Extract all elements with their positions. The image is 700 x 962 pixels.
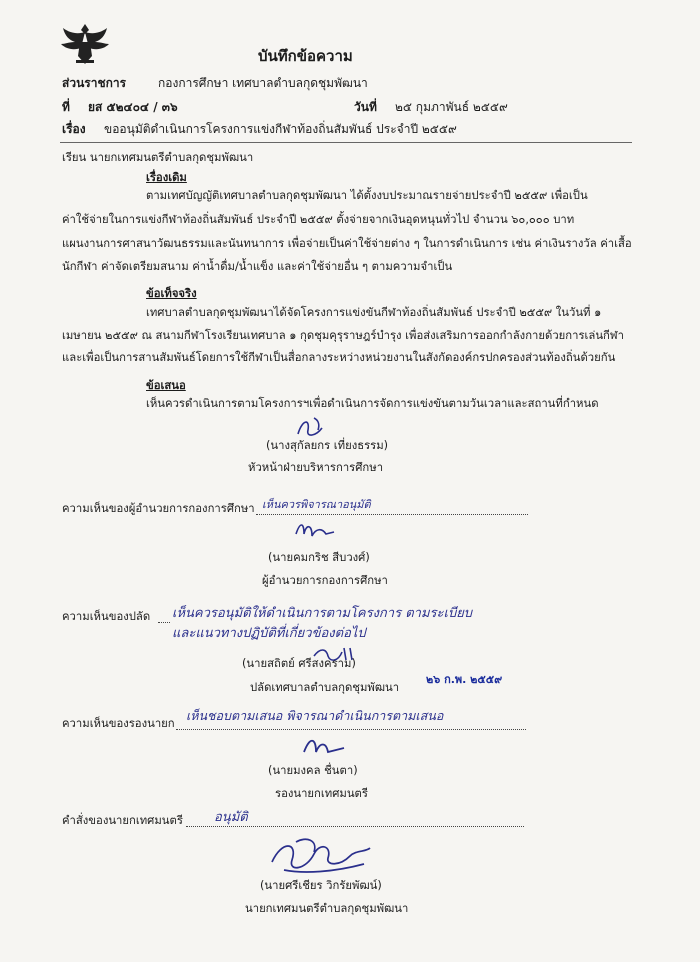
doc-no-label: ที่ [62, 100, 70, 114]
background-line: ตามเทศบัญญัติเทศบาลตำบลกุดชุมพัฒนา ได้ตั้งงบประมาณรายจ่ายประจำปี ๒๕๕๙ เพื่อเป็น [146, 189, 588, 202]
deputy-opinion-comment: เห็นชอบตามเสนอ พิจารณาดำเนินการตามเสนอ [186, 708, 444, 723]
signer-3-name: (นายสถิตย์ ศรีสงคราม) [242, 657, 356, 670]
signer-2-name: (นายคมกริช สีบวงศ์) [268, 551, 370, 564]
facts-line: เทศบาลตำบลกุดชุมพัฒนาได้จัดโครงการแข่งขันกีฬาท้องถิ่นสัมพันธ์ ประจำปี ๒๕๕๙ ในวันที่ ๑ [146, 306, 602, 319]
background-heading: เรื่องเดิม [146, 171, 187, 184]
signature-4 [300, 734, 350, 758]
mayor-order-comment: อนุมัติ [214, 810, 248, 825]
director-opinion-label: ความเห็นของผู้อำนวยการกองการศึกษา [62, 502, 255, 515]
deputy-opinion-line [176, 729, 526, 730]
background-line: นักกีฬา ค่าจัดเตรียมสนาม ค่าน้ำดื่ม/น้ำแข็ง และค่าใช้จ่ายอื่น ๆ ตามความจำเป็น [62, 260, 453, 273]
garuda-emblem-icon [58, 20, 112, 68]
deputy-opinion-label: ความเห็นของรองนายก [62, 717, 175, 730]
signer-5-name: (นายศรีเชียร วิกรัยพัฒน์) [260, 879, 382, 892]
facts-line: เมษายน ๒๕๕๙ ณ สนามกีฬาโรงเรียนเทศบาล ๑ กุดชุมคุรุราษฎร์บำรุง เพื่อส่งเสริมการออกกำลังกายด้วยการเล่นกีฬา [62, 329, 624, 342]
received-date-stamp: ๒๖ ก.พ. ๒๕๕๙ [426, 673, 503, 686]
proposal-heading: ข้อเสนอ [146, 379, 186, 392]
signature-2 [292, 518, 338, 540]
signer-5-position: นายกเทศมนตรีตำบลกุดชุมพัฒนา [245, 902, 409, 915]
date-label: วันที่ [354, 100, 377, 114]
director-opinion-line [256, 514, 528, 515]
clerk-opinion-comment: และแนวทางปฏิบัติที่เกี่ยวข้องต่อไป [172, 626, 366, 641]
memo-title: บันทึกข้อความ [258, 47, 353, 65]
background-line: ค่าใช้จ่ายในการแข่งกีฬาท้องถิ่นสัมพันธ์ ประจำปี ๒๕๕๙ ตั้งจ่ายจากเงินอุดหนุนทั่วไป จำนวน ๖๐,๐๐๐ บาท [62, 213, 575, 226]
signer-1-position: หัวหน้าฝ่ายบริหารการศึกษา [248, 461, 384, 474]
signer-2-position: ผู้อำนวยการกองการศึกษา [262, 574, 388, 587]
signer-4-name: (นายมงคล ชื่นตา) [268, 764, 358, 777]
facts-heading: ข้อเท็จจริง [146, 287, 197, 300]
clerk-opinion-comment: เห็นควรอนุมัติให้ดำเนินการตามโครงการ ตามระเบียบ [172, 606, 473, 621]
signature-1 [292, 414, 332, 442]
background-line: แผนงานการศาสนาวัฒนธรรมและนันทนาการ เพื่อจ่ายเป็นค่าใช้จ่ายต่าง ๆ ในการดำเนินการ เช่น ค่าเงินรางวัล ค่าเสื้อ [62, 237, 632, 250]
agency-label: ส่วนราชการ [62, 76, 127, 90]
subject-label: เรื่อง [62, 122, 86, 136]
subject-value: ขออนุมัติดำเนินการโครงการแข่งกีฬาท้องถิ่นสัมพันธ์ ประจำปี ๒๕๕๙ [104, 122, 457, 136]
director-opinion-comment: เห็นควรพิจารณาอนุมัติ [262, 498, 371, 511]
signer-3-position: ปลัดเทศบาลตำบลกุดชุมพัฒนา [250, 681, 400, 694]
agency-value: กองการศึกษา เทศบาลตำบลกุดชุมพัฒนา [158, 76, 368, 90]
header-divider [60, 142, 632, 143]
addressee: เรียน นายกเทศมนตรีตำบลกุดชุมพัฒนา [62, 151, 254, 164]
signer-4-position: รองนายกเทศมนตรี [275, 787, 368, 800]
doc-no-value: ยส ๕๒๔๐๔ / ๓๖ [88, 100, 178, 114]
facts-line: และเพื่อเป็นการสานสัมพันธ์โดยการใช้กีฬาเป็นสื่อกลางระหว่างหน่วยงานในสังกัดองค์กรปกครองส่วนท้องถิ่นด้วยกัน [62, 351, 616, 364]
mayor-order-label: คำสั่งของนายกเทศมนตรี [62, 814, 183, 827]
signer-1-name: (นางสุกัลยกร เที่ยงธรรม) [266, 439, 389, 452]
signature-5 [266, 832, 376, 876]
proposal-line: เห็นควรดำเนินการตามโครงการฯเพื่อดำเนินการจัดการแข่งขันตามวันเวลาและสถานที่กำหนด [146, 397, 599, 410]
clerk-opinion-line [158, 622, 170, 623]
clerk-opinion-label: ความเห็นของปลัด [62, 610, 151, 623]
date-value: ๒๕ กุมภาพันธ์ ๒๕๕๙ [395, 100, 508, 114]
